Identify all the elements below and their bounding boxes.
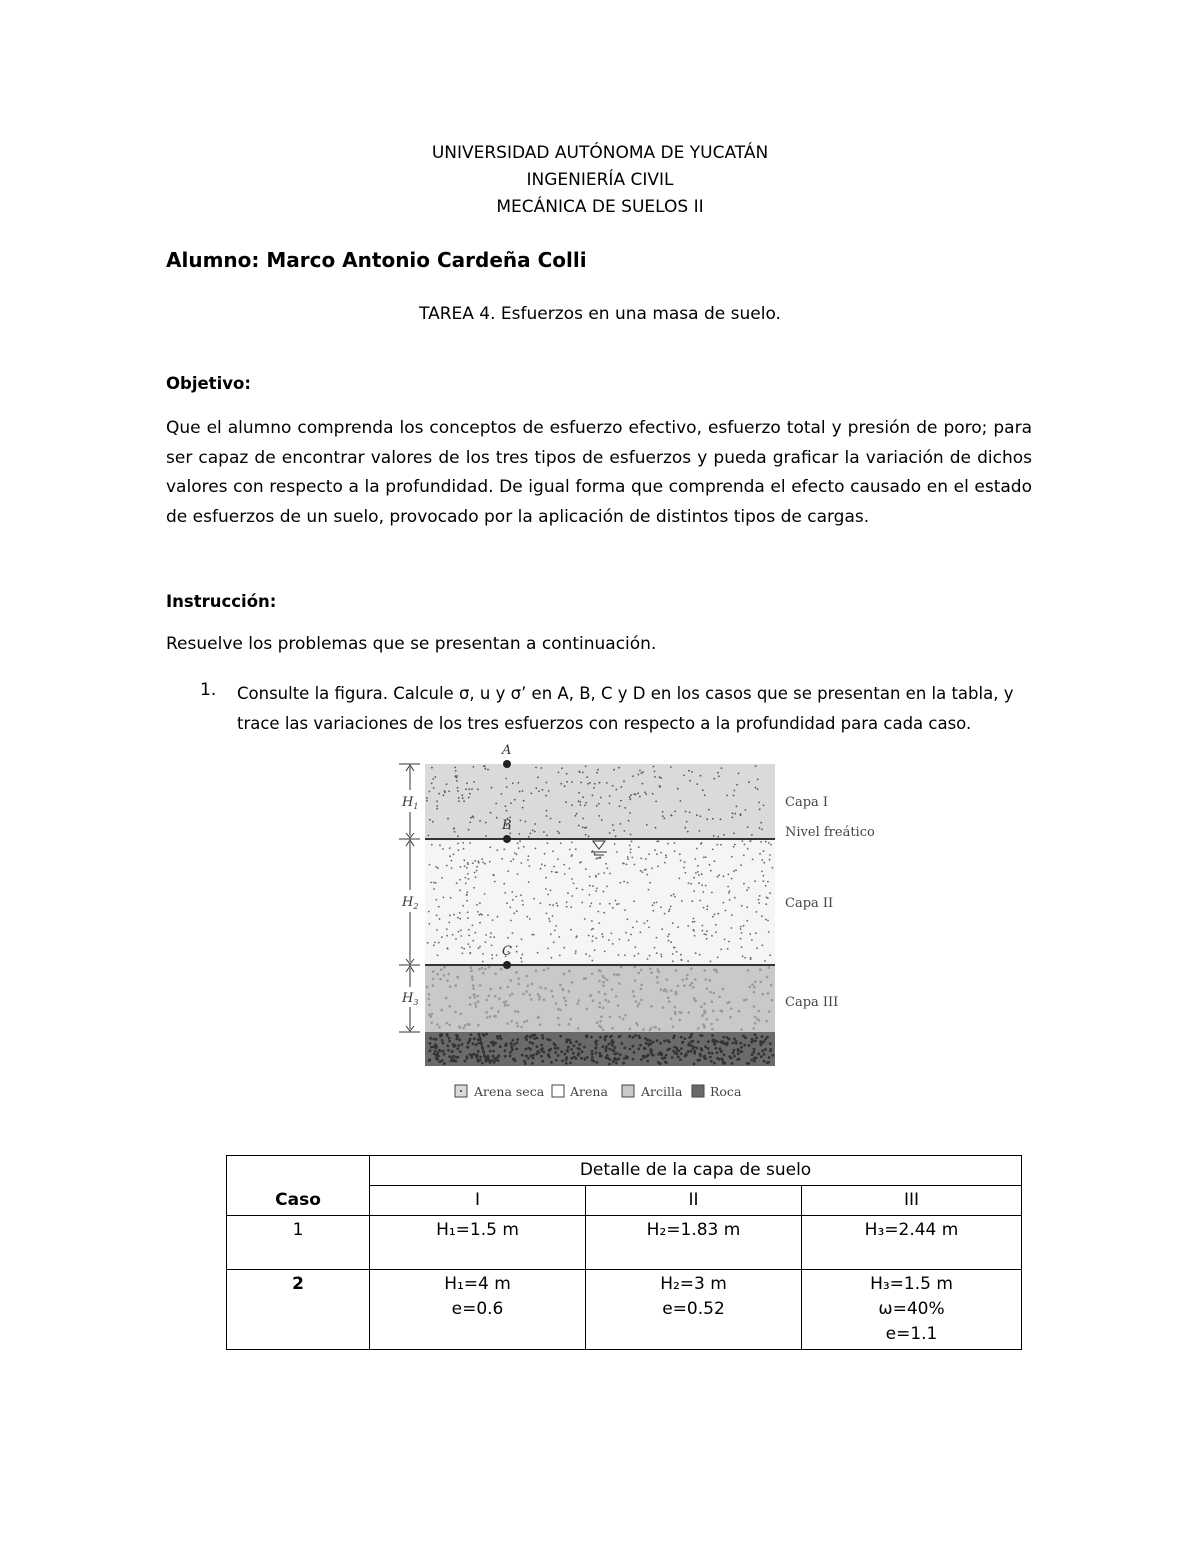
legend-swatch-sand xyxy=(552,1085,564,1097)
layer-dry-sand xyxy=(425,764,775,839)
soil-profile-diagram xyxy=(390,740,890,1110)
table-cell: H₁=1.5 m xyxy=(370,1216,586,1270)
header-layer-iii: III xyxy=(802,1186,1022,1216)
header-caso: Caso xyxy=(227,1156,370,1216)
university-name: UNIVERSIDAD AUTÓNOMA DE YUCATÁN xyxy=(431,143,769,163)
table-row xyxy=(227,1270,1022,1350)
table-cell: H₃=1.5 m ω=40% e=1.1 xyxy=(802,1270,1022,1350)
header-layer-detail: Detalle de la capa de suelo xyxy=(370,1156,1022,1186)
objective-title: Objetivo: xyxy=(166,374,251,393)
case-number: 2 xyxy=(227,1270,370,1350)
label-capa-i: Capa I xyxy=(785,795,829,810)
instruction-text: Resuelve los problemas que se presentan a continuación. xyxy=(166,634,657,654)
legend-swatch-rock xyxy=(692,1085,704,1097)
height-h3-label: $H_3$ xyxy=(402,991,419,1007)
legend-sand: Arena xyxy=(570,1084,608,1099)
case-number: 1 xyxy=(227,1216,370,1270)
point-b-marker xyxy=(503,835,511,843)
table-row xyxy=(227,1216,1022,1270)
table-cell: H₃=2.44 m xyxy=(802,1216,1022,1270)
course-name: MECÁNICA DE SUELOS II xyxy=(496,197,704,217)
problem-text: Consulte la figura. Calcule σ, u y σ’ en A, B, C y D en los casos que se presentan en la tabla, y trace las variaciones de los tres esfuerzos con respecto a la profundidad para cada caso. xyxy=(237,684,1014,733)
soil-profile-figure xyxy=(390,740,890,1110)
table-header-row-1 xyxy=(227,1156,1022,1186)
legend-swatch-clay xyxy=(622,1085,634,1097)
table-cell: H₂=3 m e=0.52 xyxy=(586,1270,802,1350)
label-nivel-freatico: Nivel freático xyxy=(785,825,875,840)
header-layer-i: I xyxy=(370,1186,586,1216)
legend-dry-sand: Arena seca xyxy=(474,1084,545,1099)
objective-text: Que el alumno comprenda los conceptos de esfuerzo efectivo, esfuerzo total y presión de poro; para ser capaz de encontrar valores de los tres tipos de esfuerzos y pueda graficar la variación de dichos valores con respecto a la profundidad. De igual forma que comprenda el efecto causado en el estado de esfuerzos de un suelo, provocado por la aplicación de distintos tipos de cargas. xyxy=(166,418,1032,527)
problem-number: 1. xyxy=(200,680,217,700)
legend-rock: Roca xyxy=(710,1084,742,1099)
cases-table xyxy=(226,1155,1022,1350)
label-capa-ii: Capa II xyxy=(785,896,834,911)
label-capa-iii: Capa III xyxy=(785,995,839,1010)
point-b-label: B xyxy=(502,818,512,833)
figure-legend xyxy=(455,1084,742,1099)
point-c-marker xyxy=(503,961,511,969)
faculty-name: INGENIERÍA CIVIL xyxy=(526,170,674,190)
point-a-label: A xyxy=(502,743,512,758)
table-cell: H₁=4 m e=0.6 xyxy=(370,1270,586,1350)
table-cell: H₂=1.83 m xyxy=(586,1216,802,1270)
instruction-title: Instrucción: xyxy=(166,592,277,611)
height-h1-label: $H_1$ xyxy=(402,795,419,811)
point-c-label: C xyxy=(502,944,512,959)
legend-clay: Arcilla xyxy=(641,1084,683,1099)
student-name: Alumno: Marco Antonio Cardeña Colli xyxy=(166,248,587,272)
header-layer-ii: II xyxy=(586,1186,802,1216)
task-title: TAREA 4. Esfuerzos en una masa de suelo. xyxy=(419,304,781,324)
point-a-marker xyxy=(503,760,511,768)
height-h2-label: $H_2$ xyxy=(402,895,419,911)
